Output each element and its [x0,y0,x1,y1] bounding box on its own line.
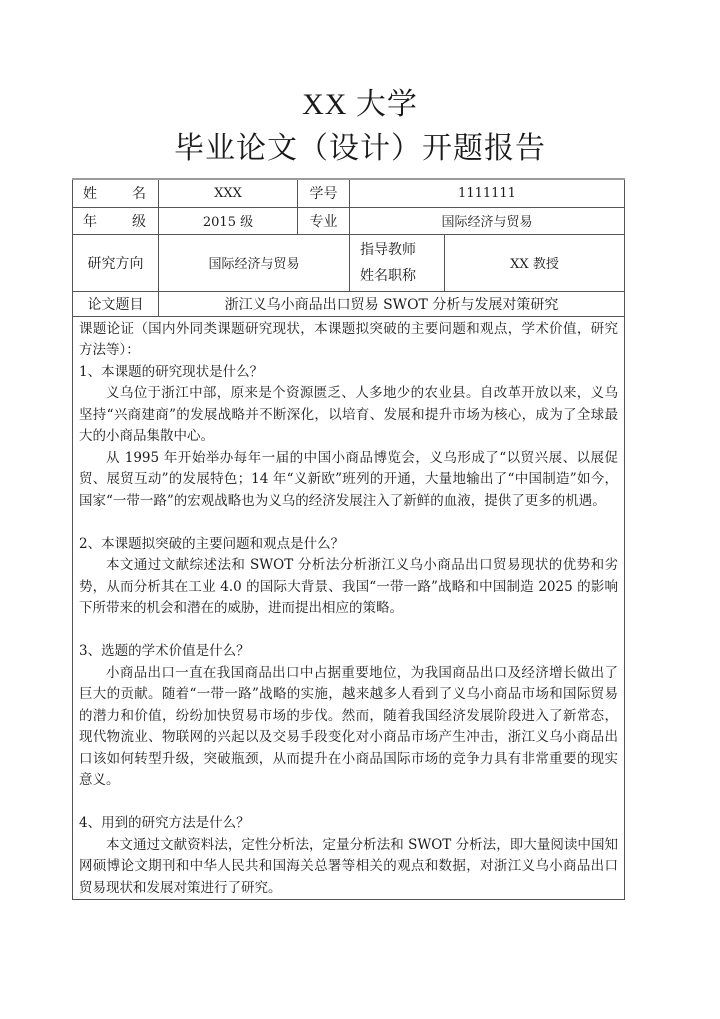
name-label-left: 姓 [83,186,97,203]
student-id-label: 学号 [298,179,350,207]
grade-label-left: 年 [83,213,97,230]
spacer [79,620,618,642]
section-3-paragraph-1: 小商品出口一直在我国商品出口中占据重要地位，为我国商品出口及经济增长做出了巨大的贡献。随着“一带一路”战略的实施，越来越多人看到了义乌小商品市场和国际贸易的潜力和价值，纷纷加快贸易市场的步伐。然而，随着我国经济发展阶段进入了新常态，现代物流业、物联网的兴起以及交易手段变化对小商品市场产生冲击，浙江义乌小商品出口该如何转型升级，突破瓶颈，从而提升在小商品国际市场的竞争力具有非常重要的现实意义。 [79,664,618,788]
student-id-value: 1111111 [350,179,625,207]
row-thesis-title [73,291,625,316]
grade-value: 2015 级 [159,207,298,234]
thesis-title-value: 浙江义乌小商品出口贸易 SWOT 分析与发展对策研究 [159,291,625,316]
argument-intro: 课题论证（国内外同类课题研究现状，本课题拟突破的主要问题和观点，学术价值，研究方法等）： [79,320,618,358]
row-grade [73,207,625,234]
research-direction-value: 国际经济与贸易 [159,234,350,291]
section-1-paragraph-1: 义乌位于浙江中部，原来是个资源匮乏、人多地少的农业县。自改革开放以来，义乌坚持“兴商建商”的发展战略并不断深化，以培育、发展和提升市场为核心，成为了全球最大的小商品集散中心。 [79,385,618,444]
spacer [79,792,618,814]
section-1-paragraph-2: 从 1995 年开始举办每年一届的中国小商品博览会，义乌形成了“以贸兴展、以展促贸、展贸互动”的发展特色；14 年“义新欧”班列的开通，大量地输出了“中国制造”如今，国家“一带一路”的宏观战略也为义乌的经济发展注入了新鲜的血液，提供了更多的机遇。 [79,449,618,509]
argument-cell [73,316,625,900]
advisor-value: XX 教授 [445,234,625,291]
university-name: XX 大学 [302,88,418,121]
advisor-label [350,234,445,291]
advisor-label-line2: 姓名职称 [360,267,416,284]
research-direction-label: 研究方向 [73,234,159,291]
name-label-right: 名 [132,186,146,203]
name-value: XXX [159,179,298,207]
grade-label-cell [73,207,159,234]
section-2-paragraph-1: 本文通过文献综述法和 SWOT 分析法分析浙江义乌小商品出口贸易现状的优势和劣势，从而分析其在工业 4.0 的国际大背景、我国“一带一路”战略和中国制造 2025 的影响下所带来的机会和潜在的威胁，进而提出相应的策略。 [79,557,618,616]
major-value: 国际经济与贸易 [350,207,625,234]
grade-label-right: 级 [132,213,146,230]
thesis-title-label: 论文题目 [73,291,159,316]
row-research-direction [73,234,625,291]
major-label: 专业 [298,207,350,234]
name-label-cell [73,179,159,207]
report-title: 毕业论文（设计）开题报告 [174,131,546,166]
row-name [73,179,625,207]
section-3-heading: 3、选题的学术价值是什么？ [79,643,250,659]
section-4-heading: 4、用到的研究方法是什么？ [79,815,250,831]
section-1-heading: 1、本课题的研究现状是什么？ [79,363,264,380]
advisor-label-line1: 指导教师 [360,241,416,258]
document-title-block [0,84,720,170]
section-2-heading: 2、本课题拟突破的主要问题和观点是什么？ [79,535,345,552]
spacer [79,512,618,534]
proposal-form-table [72,178,625,900]
section-4-paragraph-1: 本文通过文献资料法，定性分析法，定量分析法和 SWOT 分析法，即大量阅读中国知网硕博论文期刊和中华人民共和国海关总署等相关的观点和数据，对浙江义乌小商品出口贸易现状和发展对策进行了研究。 [79,836,618,896]
row-argument [73,316,625,900]
